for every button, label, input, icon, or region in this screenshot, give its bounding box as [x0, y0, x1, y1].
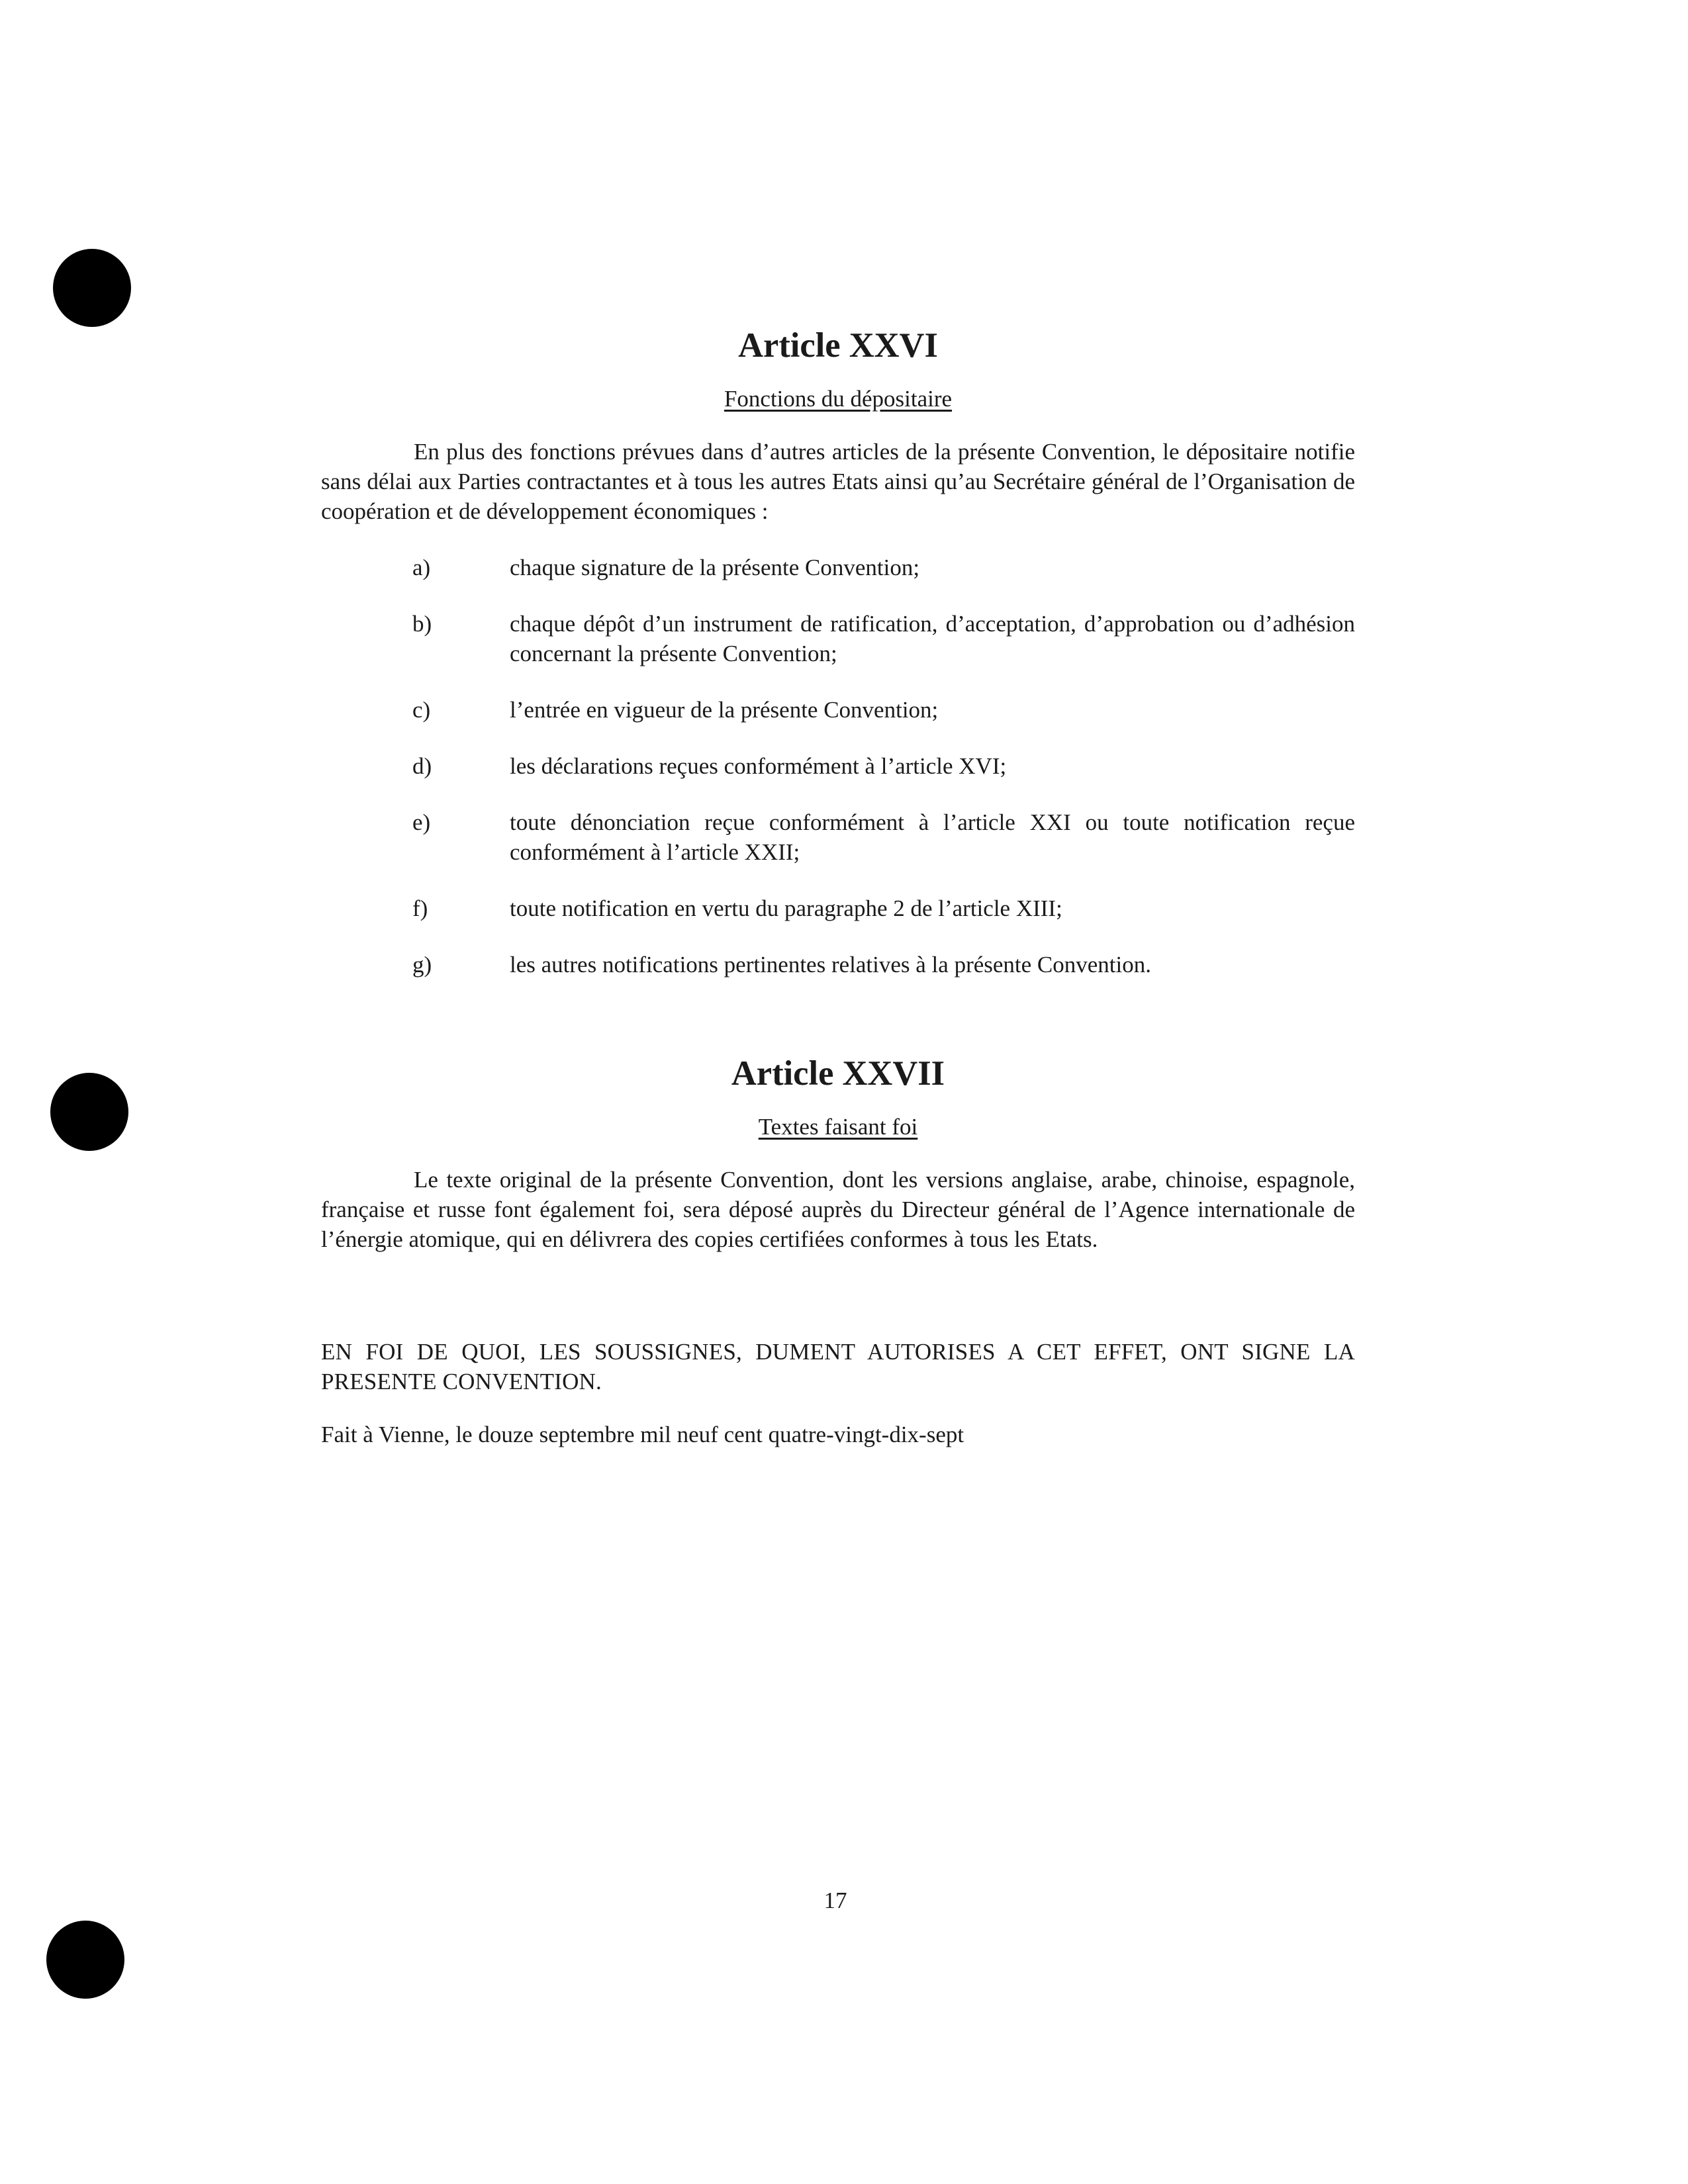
- punch-hole-top: [53, 249, 131, 327]
- list-item-letter: d): [412, 753, 432, 779]
- list-item: [321, 553, 1355, 582]
- list-item-text: les déclarations reçues conformément à l’article XVI;: [510, 753, 1007, 779]
- article-26-section: [321, 326, 1355, 979]
- place-and-date: Fait à Vienne, le douze septembre mil neuf cent quatre-vingt-dix-sept: [321, 1422, 964, 1447]
- article-27-section: [321, 1054, 1355, 1254]
- article-27-title: Article XXVII: [731, 1054, 945, 1093]
- list-item-text: toute dénonciation reçue conformément à l’article XXI ou toute notification reçue conformément à l’article XXII;: [510, 809, 1355, 865]
- list-item: [321, 751, 1355, 781]
- article-27-subtitle: Textes faisant foi: [758, 1114, 918, 1140]
- list-item-text: l’entrée en vigueur de la présente Convention;: [510, 697, 939, 723]
- list-item-letter: e): [412, 809, 431, 835]
- page-content: [321, 326, 1355, 1449]
- list-item-letter: f): [412, 895, 428, 921]
- article-27-body: Le texte original de la présente Convention, dont les versions anglaise, arabe, chinoise, espagnole, française et russe font également foi, sera déposé auprès du Directeur général de l’Agence internationale de l’énergie atomique, qui en délivrera des copies certifiées conformes à tous les Etats.: [321, 1167, 1355, 1252]
- closing-statement: EN FOI DE QUOI, LES SOUSSIGNES, DUMENT AUTORISES A CET EFFET, ONT SIGNE LA PRESENTE CONVENTION.: [321, 1339, 1355, 1394]
- list-item: [321, 807, 1355, 867]
- list-item-text: chaque dépôt d’un instrument de ratification, d’acceptation, d’approbation ou d’adhésion concernant la présente Convention;: [510, 611, 1355, 666]
- list-item: [321, 695, 1355, 725]
- list-item: [321, 893, 1355, 923]
- list-item-letter: a): [412, 555, 431, 580]
- page-number: 17: [823, 1888, 847, 1913]
- article-26-subtitle: Fonctions du dépositaire: [724, 386, 953, 412]
- list-item: [321, 950, 1355, 979]
- article-26-intro: En plus des fonctions prévues dans d’autres articles de la présente Convention, le dépositaire notifie sans délai aux Parties contractantes et à tous les autres Etats ainsi qu’au Secrétaire général de l’Organisation de coopération et de développement économiques :: [321, 439, 1355, 524]
- list-item-letter: c): [412, 697, 431, 723]
- depositary-functions-list: [321, 553, 1355, 979]
- list-item-letter: b): [412, 611, 432, 637]
- punch-hole-bottom: [46, 1921, 124, 1999]
- list-item-text: chaque signature de la présente Convention;: [510, 555, 920, 580]
- list-item-text: les autres notifications pertinentes relatives à la présente Convention.: [510, 952, 1151, 978]
- punch-hole-middle: [50, 1073, 128, 1151]
- list-item: [321, 609, 1355, 668]
- list-item-letter: g): [412, 952, 432, 978]
- article-26-title: Article XXVI: [738, 326, 938, 365]
- list-item-text: toute notification en vertu du paragraphe 2 de l’article XIII;: [510, 895, 1062, 921]
